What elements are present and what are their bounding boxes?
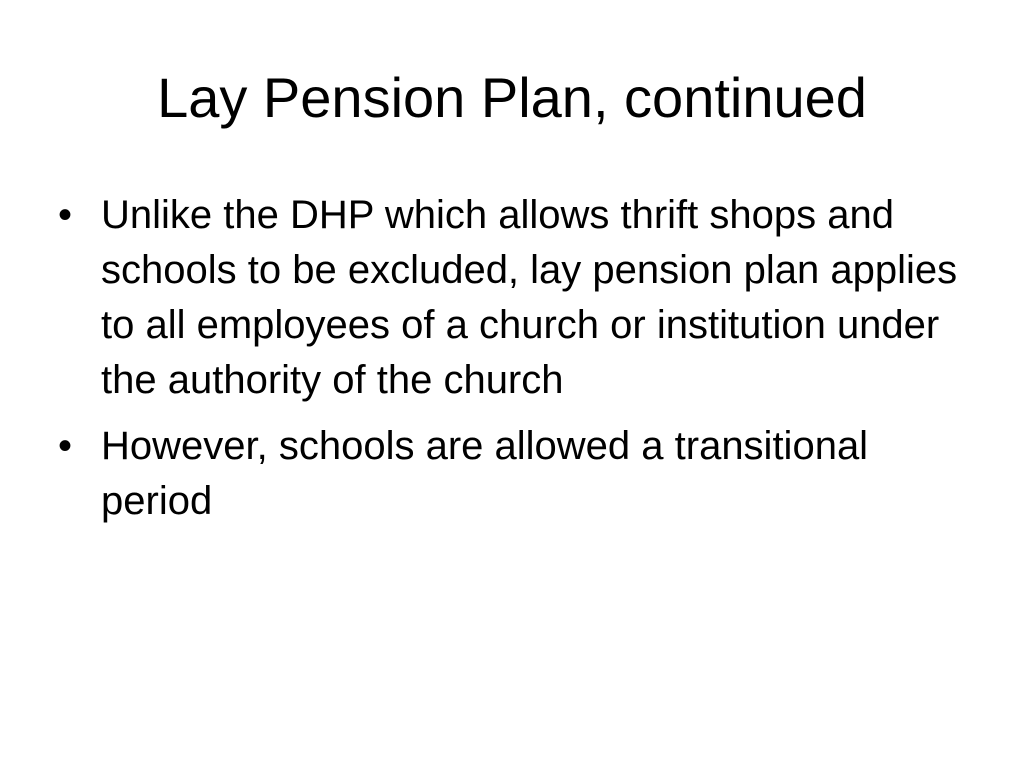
bullet-text: However, schools are allowed a transitional period (101, 424, 869, 523)
bullet-item (58, 188, 958, 408)
bullet-list (58, 188, 958, 540)
bullet-item (58, 419, 958, 529)
slide-title: Lay Pension Plan, continued (157, 66, 867, 129)
bullet-text: Unlike the DHP which allows thrift shops and schools to be excluded, lay pension plan applies to all employees of a church or institution under the authority of the church (101, 193, 958, 402)
bullet-marker-icon: • (58, 424, 73, 468)
bullet-marker-icon: • (58, 193, 73, 237)
